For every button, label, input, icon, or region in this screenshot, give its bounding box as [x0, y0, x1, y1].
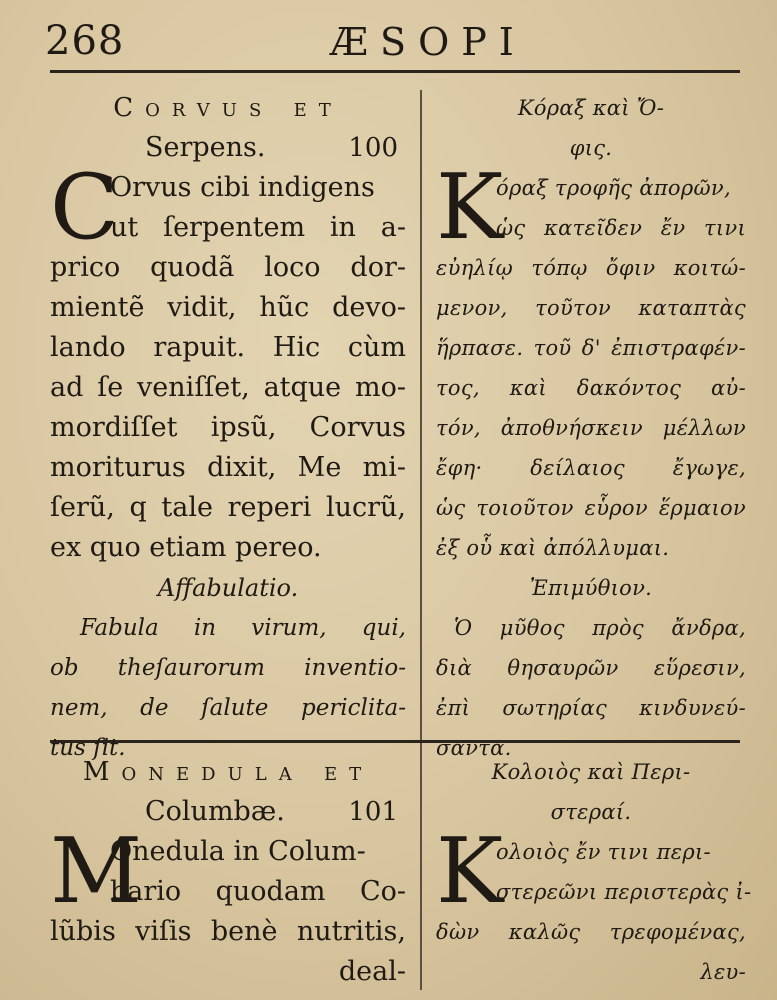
fable-101-latin-line: lũbis viſis benè nutritis,: [50, 916, 406, 947]
fable-101-greek-opening: [436, 819, 752, 924]
fable-100-latin-moral-line: tus ſit.: [50, 735, 126, 761]
fable-101-latin-opening: [50, 819, 406, 924]
column-divider: [420, 90, 422, 990]
fable-100-greek: [436, 88, 746, 768]
fable-101-latin-title-line1: Monedula et: [82, 757, 374, 787]
fable-101-greek-dropcap: Κ: [436, 819, 504, 924]
fable-100-greek-line: ἐξ οὗ καὶ ἀπόλλυμαι.: [436, 536, 670, 560]
fable-100-latin: [50, 88, 406, 768]
fable-100-latin-moral-line: nem, de ſalute periclita-: [50, 695, 406, 721]
fable-100-latin-line: mientẽ vidit, hũc devo-: [50, 292, 406, 323]
fable-100-latin-opening: [50, 155, 406, 260]
page-number: 268: [45, 18, 125, 64]
fable-100-greek-moral-line: Ὁ μῦθος πρὸς ἄνδρα,: [454, 616, 746, 640]
fable-100-latin-title-line1: Corvus et: [113, 93, 343, 123]
fable-101-greek-catchword: λευ-: [700, 960, 746, 984]
fable-100-latin-line: lando rapuit. Hic cùm: [50, 332, 406, 363]
fable-100-number: 100: [348, 133, 398, 163]
fable-101-greek-title-line2: στεραί.: [550, 800, 632, 824]
fable-101-greek-line: ολοιὸς ἔν τινι περι-: [496, 840, 711, 864]
fable-100-greek-line: τόν, ἀποθνήσκειν μέλλων: [436, 416, 746, 440]
fable-101-latin-dropcap: M: [50, 819, 143, 924]
fable-101-greek-line: δὼν καλῶς τρεφομένας,: [436, 920, 746, 944]
fable-100-greek-line: ὡς κατεῖδεν ἔν τινι: [496, 216, 746, 240]
fable-100-greek-line: μενον, τοῦτον καταπτὰς: [436, 296, 746, 320]
fable-101-greek-title-line1: Κολοιὸς καὶ Περι-: [491, 760, 691, 784]
fable-101-latin-line: Onedula in Colum-: [110, 836, 366, 867]
fable-100-latin-line: mordiſſet ipsũ, Corvus: [50, 412, 406, 443]
fable-100-greek-line: όραξ τροφῆς ἀπορῶν,: [496, 176, 731, 200]
fable-100-greek-line: τος, καὶ δακόντος αὐ-: [436, 376, 746, 400]
fable-101-greek-line: στερεῶνι περιστερὰς ἰ-: [496, 880, 752, 904]
fable-100-latin-line: prico quodã loco dor-: [50, 252, 406, 283]
fable-101-number: 101: [348, 797, 398, 827]
fable-100-latin-dropcap: C: [50, 155, 119, 260]
header-rule: [50, 70, 740, 73]
fable-101-greek: [436, 752, 752, 992]
fable-100-latin-title: Serpens.: [145, 132, 266, 163]
fable-100-latin-line: ut ſerpentem in a-: [110, 212, 406, 243]
fable-100-greek-title-line2: φις.: [569, 136, 613, 160]
fable-100-greek-moral-heading: Ἐπιμύθιον.: [529, 576, 653, 600]
fable-100-greek-moral-line: ἐπὶ σωτηρίας κινδυνεύ-: [436, 696, 746, 720]
page-header: [45, 18, 745, 68]
fable-100-latin-moral-line: Fabula in virum, qui,: [80, 615, 406, 641]
fable-101-latin-title: Columbæ.: [145, 796, 285, 827]
fable-100-latin-moral-line: ob theſaurorum inventio-: [50, 655, 406, 681]
fable-101-latin-line: bario quodam Co-: [110, 876, 406, 907]
fable-100-greek-opening: [436, 155, 746, 260]
fable-100-latin-line: ex quo etiam pereo.: [50, 532, 322, 563]
fable-100-greek-title-line1: Κόραξ καὶ Ὄ-: [517, 96, 665, 120]
fable-100-greek-line: εὐηλίῳ τόπῳ ὄφιν κοιτώ-: [436, 256, 746, 280]
fable-101-latin: [50, 752, 406, 992]
fable-100-latin-line: Orvus cibi indigens: [110, 172, 375, 203]
fable-100-greek-line: ὡς τοιοῦτον εὗρον ἕρμαιον: [436, 496, 746, 520]
fable-100-latin-moral-heading: Affabulatio.: [157, 574, 299, 602]
fable-100-latin-line: ad ſe veniſſet, atque mo-: [50, 372, 406, 403]
fable-101-latin-catchword: deal-: [338, 956, 406, 987]
fable-100-greek-moral-line: σαντα.: [436, 736, 512, 760]
fable-100-latin-line: moriturus dixit, Me mi-: [50, 452, 406, 483]
fable-100-greek-dropcap: Κ: [436, 155, 504, 260]
fable-100-latin-line: ſerũ, q tale reperi lucrũ,: [50, 492, 406, 523]
running-title: ÆSOPI: [330, 20, 526, 64]
fable-100-greek-moral-line: διὰ θησαυρῶν εὕρεσιν,: [436, 656, 746, 680]
fable-100-greek-line: ἔφη· δείλαιος ἔγωγε,: [436, 456, 746, 480]
fable-100-greek-line: ἥρπασε. τοῦ δ' ἐπιστραφέν-: [436, 336, 746, 360]
